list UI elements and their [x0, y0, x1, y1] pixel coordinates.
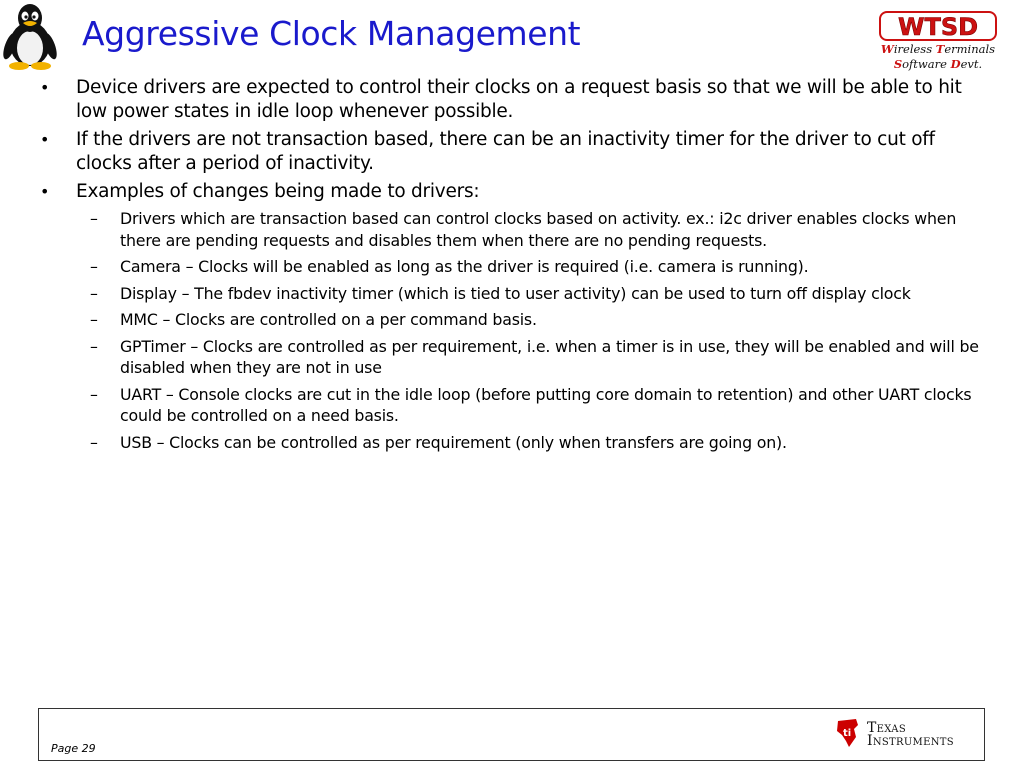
slide-content — [40, 76, 995, 458]
sub-bullet-marker: – — [90, 257, 98, 276]
texas-instruments-logo-icon — [834, 717, 864, 749]
svg-text:ti: ti — [843, 728, 852, 739]
sub-bullet-text: GPTimer – Clocks are controlled as per requirement, i.e. when a timer is in use, they will be enabled and will be disabled when they are not in use — [120, 336, 979, 377]
sub-bullet-item — [40, 336, 995, 379]
sub-bullet-item — [40, 208, 995, 251]
sub-bullet-item — [40, 384, 995, 427]
bullet-item — [40, 128, 995, 176]
bullet-text: Device drivers are expected to control their clocks on a request basis so that we will be able to hit low power states in idle loop whenever possible. — [76, 77, 962, 122]
sub-bullet-item — [40, 283, 995, 305]
logo-text: ireless — [893, 42, 936, 56]
bullet-marker: • — [40, 130, 50, 149]
texas-instruments-logo — [834, 717, 974, 751]
logo-text: erminals — [944, 42, 996, 56]
page-number: Page 29 — [51, 742, 96, 755]
sub-bullet-marker: – — [90, 283, 98, 303]
sub-bullet-text: UART – Console clocks are cut in the idle loop (before putting core domain to retention) and other UART clocks could be controlled on a need basis. — [120, 384, 972, 425]
logo-cap: T — [935, 42, 945, 56]
slide-footer — [38, 708, 985, 761]
logo-cap: D — [950, 57, 961, 71]
bullet-marker: • — [40, 78, 50, 97]
bullet-item — [40, 76, 995, 124]
wtsd-logo — [872, 10, 1004, 72]
sub-bullet-marker: – — [90, 209, 98, 228]
sub-bullet-item — [40, 432, 995, 454]
tux-penguin-icon — [0, 0, 62, 70]
sub-bullet-text: USB – Clocks can be controlled as per requirement (only when transfers are going on). — [120, 432, 787, 452]
logo-line-2 — [872, 57, 1004, 72]
sub-bullet-marker: – — [90, 432, 98, 452]
ti-line-2: Instruments — [867, 733, 954, 749]
bullet-marker: • — [40, 182, 50, 201]
logo-line-1 — [872, 42, 1004, 57]
bullet-item — [40, 180, 995, 204]
logo-cap: S — [893, 57, 903, 71]
logo-text: oftware — [902, 57, 951, 71]
bullet-text: If the drivers are not transaction based, there can be an inactivity timer for the driver to cut off clocks after a period of inactivity. — [76, 129, 935, 174]
sub-bullet-text: Camera – Clocks will be enabled as long as the driver is required (i.e. camera is running). — [120, 257, 809, 276]
wtsd-badge-icon — [877, 10, 999, 42]
sub-bullet-text: MMC – Clocks are controlled on a per command basis. — [120, 310, 537, 329]
sub-bullet-marker: – — [90, 336, 98, 356]
sub-bullet-item — [40, 256, 995, 278]
ti-wordmark — [867, 722, 954, 748]
sub-bullet-marker: – — [90, 384, 98, 404]
wtsd-badge-text: WTSD — [897, 13, 979, 41]
bullet-text: Examples of changes being made to drivers: — [76, 181, 480, 202]
sub-bullet-text: Drivers which are transaction based can control clocks based on activity. ex.: i2c driver enables clocks when there are pending requests and disables them when there are no pending requests. — [120, 209, 957, 250]
logo-cap: W — [880, 42, 894, 56]
sub-bullet-item — [40, 309, 995, 331]
logo-text: evt. — [960, 57, 983, 71]
ti-line-1: Texas — [867, 720, 906, 736]
slide-title: Aggressive Clock Management — [82, 14, 581, 53]
sub-bullet-marker: – — [90, 310, 98, 329]
sub-bullet-text: Display – The fbdev inactivity timer (which is tied to user activity) can be used to turn off display clock — [120, 283, 911, 303]
